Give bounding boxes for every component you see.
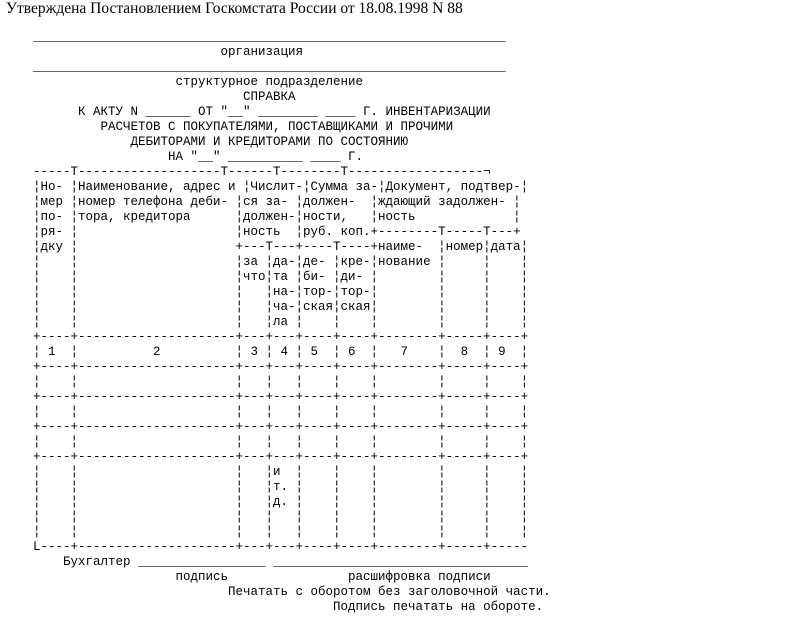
form-line: ¦ ¦ ¦ ¦ ¦ ¦ ¦ ¦ ¦ ¦ (33, 405, 529, 419)
form-line: ¦ ¦ ¦что¦та ¦би- ¦ди- ¦ ¦ ¦ ¦ (33, 270, 529, 284)
form-line: РАСЧЕТОВ С ПОКУПАТЕЛЯМИ, ПОСТАВЩИКАМИ И ПРОЧИМИ (33, 120, 454, 134)
form-line: +----+---------------------+---+---+----+----+--------+-----+----+ (33, 420, 529, 434)
form-line: К АКТУ N ______ ОТ "__" ________ ____ Г. ИНВЕНТАРИЗАЦИИ (33, 105, 491, 119)
form-line: ¦ ¦ ¦ ¦ла ¦ ¦ ¦ ¦ ¦ ¦ (33, 315, 529, 329)
form-line: +----+---------------------+---+---+----+----+--------+-----+----+ (33, 360, 529, 374)
form-line: ¦ ¦ ¦ ¦на-¦тор-¦тор-¦ ¦ ¦ ¦ (33, 285, 529, 299)
form-line: подпись расшифровка подписи (33, 570, 491, 584)
form-line: ¦ря- ¦ ¦ность ¦руб. коп.+--------T-----T---+ (33, 225, 521, 239)
form-line: ¦ ¦ ¦ ¦ча-¦ская¦ская¦ ¦ ¦ ¦ (33, 300, 529, 314)
form-line: ¦Но- ¦Наименование, адрес и ¦Числит-¦Сумма за-¦Документ, подтвер-¦ (33, 180, 529, 194)
form-line: ¦ ¦ ¦ ¦ ¦ ¦ ¦ ¦ ¦ ¦ (33, 525, 529, 539)
form-line: L----+---------------------+---+---+----+----+--------+-----+----- (33, 540, 529, 554)
form-line: ¦ ¦ ¦ ¦ ¦ ¦ ¦ ¦ ¦ ¦ (33, 510, 529, 524)
form-line: НА "__" __________ ____ Г. (33, 150, 364, 164)
form-line: структурное подразделение (33, 75, 364, 89)
form-line: ¦ ¦ ¦за ¦да-¦де- ¦кре-¦нование ¦ ¦ ¦ (33, 255, 529, 269)
form-line: ¦по- ¦тора, кредитора ¦должен-¦ности, ¦ность ¦ (33, 210, 521, 224)
form-line: _______________________________________________________________ (33, 30, 506, 44)
form-line: +----+---------------------+---+---+----+----+--------+-----+----+ (33, 330, 529, 344)
form-line: -----T-------------------T------T--------T------------------¬ (33, 165, 491, 179)
form-line: СПРАВКА (33, 90, 296, 104)
form-line: ¦ ¦ ¦ ¦д. ¦ ¦ ¦ ¦ ¦ ¦ (33, 495, 529, 509)
inventory-reference-form (33, 30, 551, 615)
form-line: +----+---------------------+---+---+----+----+--------+-----+----+ (33, 390, 529, 404)
form-line: ¦мер ¦номер телефона деби- ¦ся за- ¦должен- ¦ждающий задолжен- ¦ (33, 195, 521, 209)
form-line: ¦ ¦ ¦ ¦и ¦ ¦ ¦ ¦ ¦ ¦ (33, 465, 529, 479)
approval-header: Утверждена Постановлением Госкомстата России от 18.08.1998 N 88 (6, 0, 463, 17)
form-line: ¦дку ¦ +---T---+----T----+наиме- ¦номер¦дата¦ (33, 240, 529, 254)
form-line: ¦ ¦ ¦ ¦ ¦ ¦ ¦ ¦ ¦ ¦ (33, 375, 529, 389)
form-line: организация (33, 45, 304, 59)
form-line: ¦ 1 ¦ 2 ¦ 3 ¦ 4 ¦ 5 ¦ 6 ¦ 7 ¦ 8 ¦ 9 ¦ (33, 345, 529, 359)
form-line: _______________________________________________________________ (33, 60, 506, 74)
form-line: ¦ ¦ ¦ ¦т. ¦ ¦ ¦ ¦ ¦ ¦ (33, 480, 529, 494)
form-line: ¦ ¦ ¦ ¦ ¦ ¦ ¦ ¦ ¦ ¦ (33, 435, 529, 449)
form-line: +----+---------------------+---+---+----+----+--------+-----+----+ (33, 450, 529, 464)
form-line: Бухгалтер _________________ __________________________________ (33, 555, 529, 569)
form-line: ДЕБИТОРАМИ И КРЕДИТОРАМИ ПО СОСТОЯНИЮ (33, 135, 409, 149)
form-line: Подпись печатать на обороте. (33, 600, 544, 614)
form-line: Печатать с оборотом без заголовочной части. (33, 585, 551, 599)
